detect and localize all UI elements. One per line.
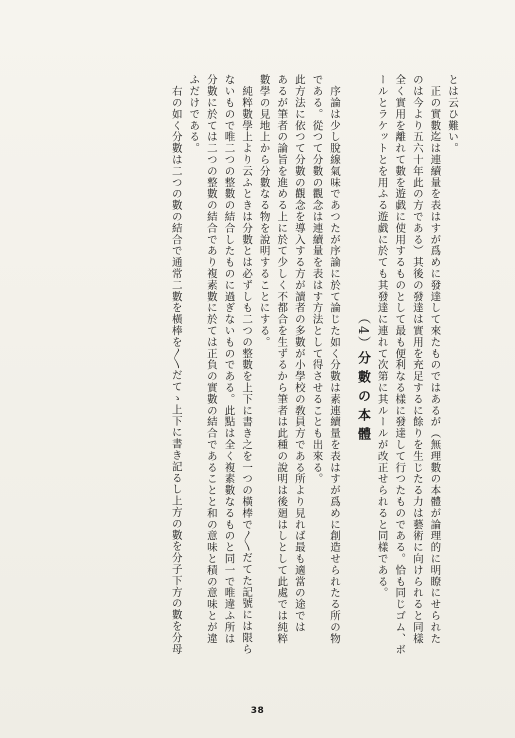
text-line-13: ないもので唯二つの整數の結合したものに過ぎないものである。此點は全く複素數なるものと同一で唯違ふ所は <box>223 74 236 644</box>
vertical-text-body <box>41 74 461 684</box>
text-line-3: のは今より五六十年此の方である）其後の發達は實用を充足するに餘りを生じたる力は藝術に向けられると同樣 <box>411 74 424 644</box>
section-heading-number: （4） <box>355 311 371 352</box>
text-line-8: である。從つて分數の觀念は連續量を表はす方法として得させることも出來る。 <box>311 74 324 485</box>
text-line-5: ールとラケットとを用ふる遊戯に於ても其發達に連れて次第に其ルールが改正せられると同樣である。 <box>376 74 389 599</box>
section-heading-title: 分數の本體 <box>355 351 371 447</box>
text-line-12: 純粹數學上より云ふときは分數とは必ずしも二つの整數を上下に書き之を一つの橫棒で〳〵だてた記號には限ら <box>241 74 254 655</box>
text-line-9: 此方法に依つて分數の觀念を導入する方が讀者の多數が小學校の敎員方である所より見れば最も適當の途では <box>293 74 306 633</box>
section-heading <box>343 74 373 684</box>
text-line-10: あるが筆者の論旨を進める上に於て少しく不都合を生ずるから筆者は此種の說明は後廻はしとして此處では純粹 <box>276 74 289 644</box>
text-line-4: 全く實用を離れて數を遊戯に使用するものとして最も便利なる樣に發達して行つたものである。恰も同じゴム、ボ <box>394 74 407 656</box>
text-line-16: 右の如く分數は二つの數の結合で通常二數を橫棒を〳〵だてゝ上下に書き記るし上方の數を分子下方の數を分母 <box>170 74 183 655</box>
text-line-7: 序論は少し脫線氣味であつたが序論に於て論じた如く分數は素連續量を表はすが爲めに創造せられたる所の物 <box>329 74 342 644</box>
page-number: 38 <box>250 706 265 716</box>
text-line-11: 數學の見地上から分數なる物を說明することにする。 <box>258 74 271 348</box>
text-line-15: ふだけである。 <box>188 74 201 154</box>
text-line-1: とは云ひ難い。 <box>447 74 459 154</box>
text-line-2: 正の實數迄は連續量を表はすが爲めに發達して來たものではあるが（無理數の本體が論理的に明瞭にせられた <box>429 74 442 644</box>
text-line-14: 分數に於ては二つの整數の結合であり複素數に於ては正負の實數の結合であることと和の意味と積の意味とが違 <box>205 74 218 644</box>
